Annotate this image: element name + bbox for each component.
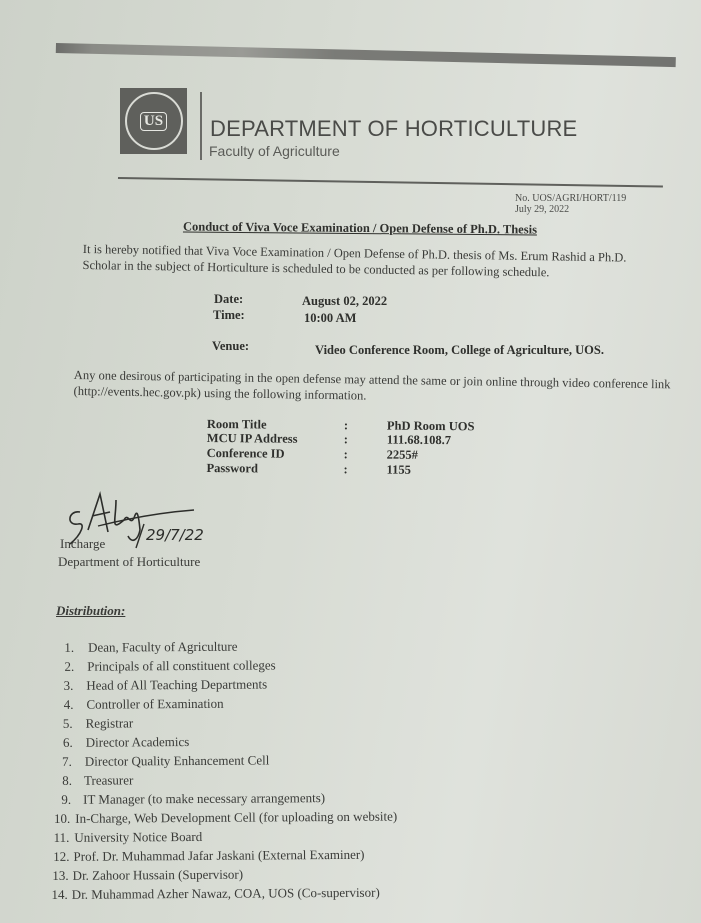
date-value: August 02, 2022: [302, 294, 388, 308]
distribution-item: 11. University Notice Board: [53, 828, 203, 845]
conference-label: Room Title: [206, 417, 267, 432]
faculty-subtitle: Faculty of Agriculture: [209, 143, 340, 159]
distribution-list: [48, 637, 530, 906]
distribution-item: 2. Principals of all constituent colleges: [64, 657, 276, 674]
conference-label: MCU IP Address: [206, 430, 298, 446]
distribution-item: 12. Prof. Dr. Muhammad Jafar Jaskani (External Examiner): [53, 846, 365, 864]
distribution-item: 14. Dr. Muhammad Azher Nawaz, COA, UOS (Co-supervisor): [51, 884, 380, 902]
logo-seal-icon: [125, 92, 183, 150]
distribution-heading: Distribution:: [56, 603, 126, 618]
distribution-item: 10. In-Charge, Web Development Cell (for uploading on website): [53, 808, 398, 826]
university-logo: [120, 88, 187, 154]
department-title: DEPARTMENT OF HORTICULTURE: [210, 116, 578, 141]
distribution-item: 13. Dr. Zahoor Hussain (Supervisor): [52, 866, 244, 883]
conference-label: Conference ID: [206, 445, 285, 461]
signatory-title: Incharge: [60, 536, 106, 551]
distribution-item: 3. Head of All Teaching Departments: [63, 676, 268, 693]
conference-info-table: [206, 417, 527, 490]
conference-label: Password: [206, 460, 259, 476]
conference-value: PhD Room UOS: [386, 418, 475, 434]
distribution-item: 1. Dean, Faculty of Agriculture: [64, 638, 238, 655]
conference-value: 2255#: [386, 447, 418, 462]
letterhead-rule: [118, 177, 663, 187]
date-label: Date:: [214, 292, 244, 306]
distribution-item: 7. Director Quality Enhancement Cell: [62, 752, 270, 769]
notice-heading: Conduct of Viva Voce Examination / Open Defense of Ph.D. Thesis: [182, 219, 538, 237]
time-label: Time:: [213, 308, 245, 322]
conference-value: 1155: [386, 462, 411, 477]
reference-block: [515, 193, 626, 215]
venue-value: Video Conference Room, College of Agriculture, UOS.: [315, 343, 604, 357]
online-participation-text: Any one desirous of participating in the open defense may attend the same or join online through video conference link (http://events.hec.gov.pk) using the following information.: [73, 367, 671, 403]
conference-separator: :: [343, 432, 349, 447]
notice-intro: It is hereby notified that Viva Voce Examination / Open Defense of Ph.D. thesis of Ms. Erum Rashid a Ph.D. Scholar in the subject of Horticulture is scheduled to be conducted as per following schedule.: [82, 241, 627, 280]
distribution-item: 4. Controller of Examination: [63, 695, 224, 712]
conference-separator: :: [343, 418, 349, 433]
conference-value: 111.68.108.7: [386, 432, 452, 448]
distribution-item: 8. Treasurer: [62, 772, 134, 788]
signatory-department: Department of Horticulture: [58, 554, 201, 569]
venue-label: Venue:: [212, 339, 250, 353]
distribution-item: 5. Registrar: [62, 715, 134, 731]
reference-number: No. UOS/AGRI/HORT/119: [515, 193, 627, 204]
conference-separator: :: [343, 447, 348, 462]
conference-separator: :: [343, 462, 348, 477]
reference-date: July 29, 2022: [515, 204, 570, 215]
distribution-item: 6. Director Academics: [62, 734, 190, 750]
logo-text: US: [140, 112, 167, 131]
time-value: 10:00 AM: [304, 311, 357, 325]
letterhead-divider: [200, 92, 202, 160]
svg-text:29/7/22: 29/7/22: [146, 526, 204, 544]
distribution-item: 9. IT Manager (to make necessary arrangements): [61, 790, 326, 807]
letterhead-top-band: [56, 43, 676, 67]
